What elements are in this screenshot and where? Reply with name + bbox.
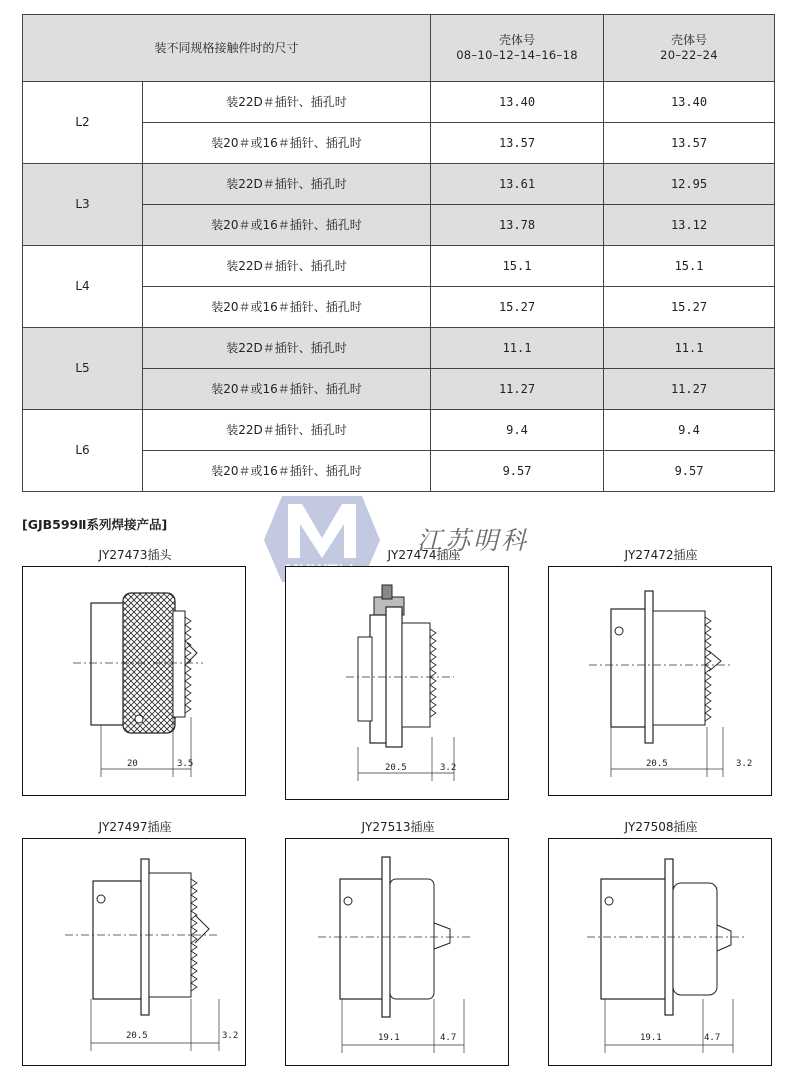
row-label: L3 bbox=[23, 164, 143, 246]
cell-value: 15.1 bbox=[431, 246, 604, 287]
row-desc: 装22D＃插针、插孔时 bbox=[143, 328, 431, 369]
header-shell-large-sizes: 20–22–24 bbox=[660, 48, 718, 62]
dimension-offset: 4.7 bbox=[704, 1033, 721, 1043]
cell-value: 9.57 bbox=[431, 451, 604, 492]
dimension-offset: 3.2 bbox=[736, 759, 753, 769]
connector-drawing bbox=[549, 839, 771, 1065]
cell-value: 13.12 bbox=[604, 205, 775, 246]
dimension-length: 20.5 bbox=[126, 1031, 148, 1041]
dimension-offset: 3.5 bbox=[177, 759, 194, 769]
cell-value: 13.40 bbox=[431, 82, 604, 123]
dimension-length: 20.5 bbox=[646, 759, 668, 769]
cell-value: 12.95 bbox=[604, 164, 775, 205]
header-shell-large-title: 壳体号 bbox=[671, 33, 708, 47]
product-caption: JY27473插头 bbox=[98, 548, 172, 562]
connector-drawing bbox=[286, 839, 508, 1065]
header-shell-small-sizes: 08–10–12–14–16–18 bbox=[456, 48, 578, 62]
header-shell-small bbox=[431, 15, 604, 82]
cell-value: 9.4 bbox=[431, 410, 604, 451]
row-desc: 装20＃或16＃插针、插孔时 bbox=[143, 451, 431, 492]
row-desc: 装20＃或16＃插针、插孔时 bbox=[143, 287, 431, 328]
table-row bbox=[23, 246, 775, 287]
cell-value: 13.57 bbox=[431, 123, 604, 164]
table-row bbox=[23, 164, 775, 205]
table-row bbox=[23, 410, 775, 451]
product-caption: JY27472插座 bbox=[624, 548, 698, 562]
header-shell-large bbox=[604, 15, 775, 82]
dimension-length: 20 bbox=[127, 759, 138, 769]
product-caption: JY27474插座 bbox=[387, 548, 461, 562]
row-desc: 装20＃或16＃插针、插孔时 bbox=[143, 123, 431, 164]
table-row bbox=[23, 328, 775, 369]
cell-value: 13.61 bbox=[431, 164, 604, 205]
cell-value: 11.1 bbox=[431, 328, 604, 369]
company-watermark: 江苏明科 bbox=[417, 526, 530, 555]
header-shell-small-title: 壳体号 bbox=[499, 33, 536, 47]
table-header-row bbox=[23, 15, 775, 82]
cell-value: 15.27 bbox=[431, 287, 604, 328]
cell-value: 11.27 bbox=[431, 369, 604, 410]
contact-size-table bbox=[22, 14, 775, 492]
row-desc: 装20＃或16＃插针、插孔时 bbox=[143, 369, 431, 410]
cell-value: 9.57 bbox=[604, 451, 775, 492]
product-caption: JY27508插座 bbox=[624, 820, 698, 834]
row-desc: 装22D＃插针、插孔时 bbox=[143, 82, 431, 123]
row-label: L4 bbox=[23, 246, 143, 328]
dimension-offset: 3.2 bbox=[440, 763, 457, 773]
row-desc: 装22D＃插针、插孔时 bbox=[143, 164, 431, 205]
product-caption: JY27497插座 bbox=[98, 820, 172, 834]
row-label: L6 bbox=[23, 410, 143, 492]
dimension-offset: 3.2 bbox=[222, 1031, 239, 1041]
cell-value: 15.1 bbox=[604, 246, 775, 287]
cell-value: 15.27 bbox=[604, 287, 775, 328]
cell-value: 13.40 bbox=[604, 82, 775, 123]
row-desc: 装20＃或16＃插针、插孔时 bbox=[143, 205, 431, 246]
row-desc: 装22D＃插针、插孔时 bbox=[143, 410, 431, 451]
cell-value: 11.1 bbox=[604, 328, 775, 369]
row-desc: 装22D＃插针、插孔时 bbox=[143, 246, 431, 287]
cell-value: 9.4 bbox=[604, 410, 775, 451]
row-label: L5 bbox=[23, 328, 143, 410]
dimension-length: 20.5 bbox=[385, 763, 407, 773]
drawing-frame bbox=[285, 838, 509, 1066]
dimension-offset: 4.7 bbox=[440, 1033, 457, 1043]
row-label: L2 bbox=[23, 82, 143, 164]
table-row bbox=[23, 82, 775, 123]
cell-value: 13.78 bbox=[431, 205, 604, 246]
drawing-frame bbox=[548, 838, 772, 1066]
header-contact-size: 装不同规格接触件时的尺寸 bbox=[23, 15, 431, 82]
dimension-length: 19.1 bbox=[378, 1033, 400, 1043]
dimension-length: 19.1 bbox=[640, 1033, 662, 1043]
product-caption: JY27513插座 bbox=[361, 820, 435, 834]
section-title: [GJB599Ⅱ系列焊接产品] bbox=[22, 517, 168, 532]
cell-value: 11.27 bbox=[604, 369, 775, 410]
cell-value: 13.57 bbox=[604, 123, 775, 164]
